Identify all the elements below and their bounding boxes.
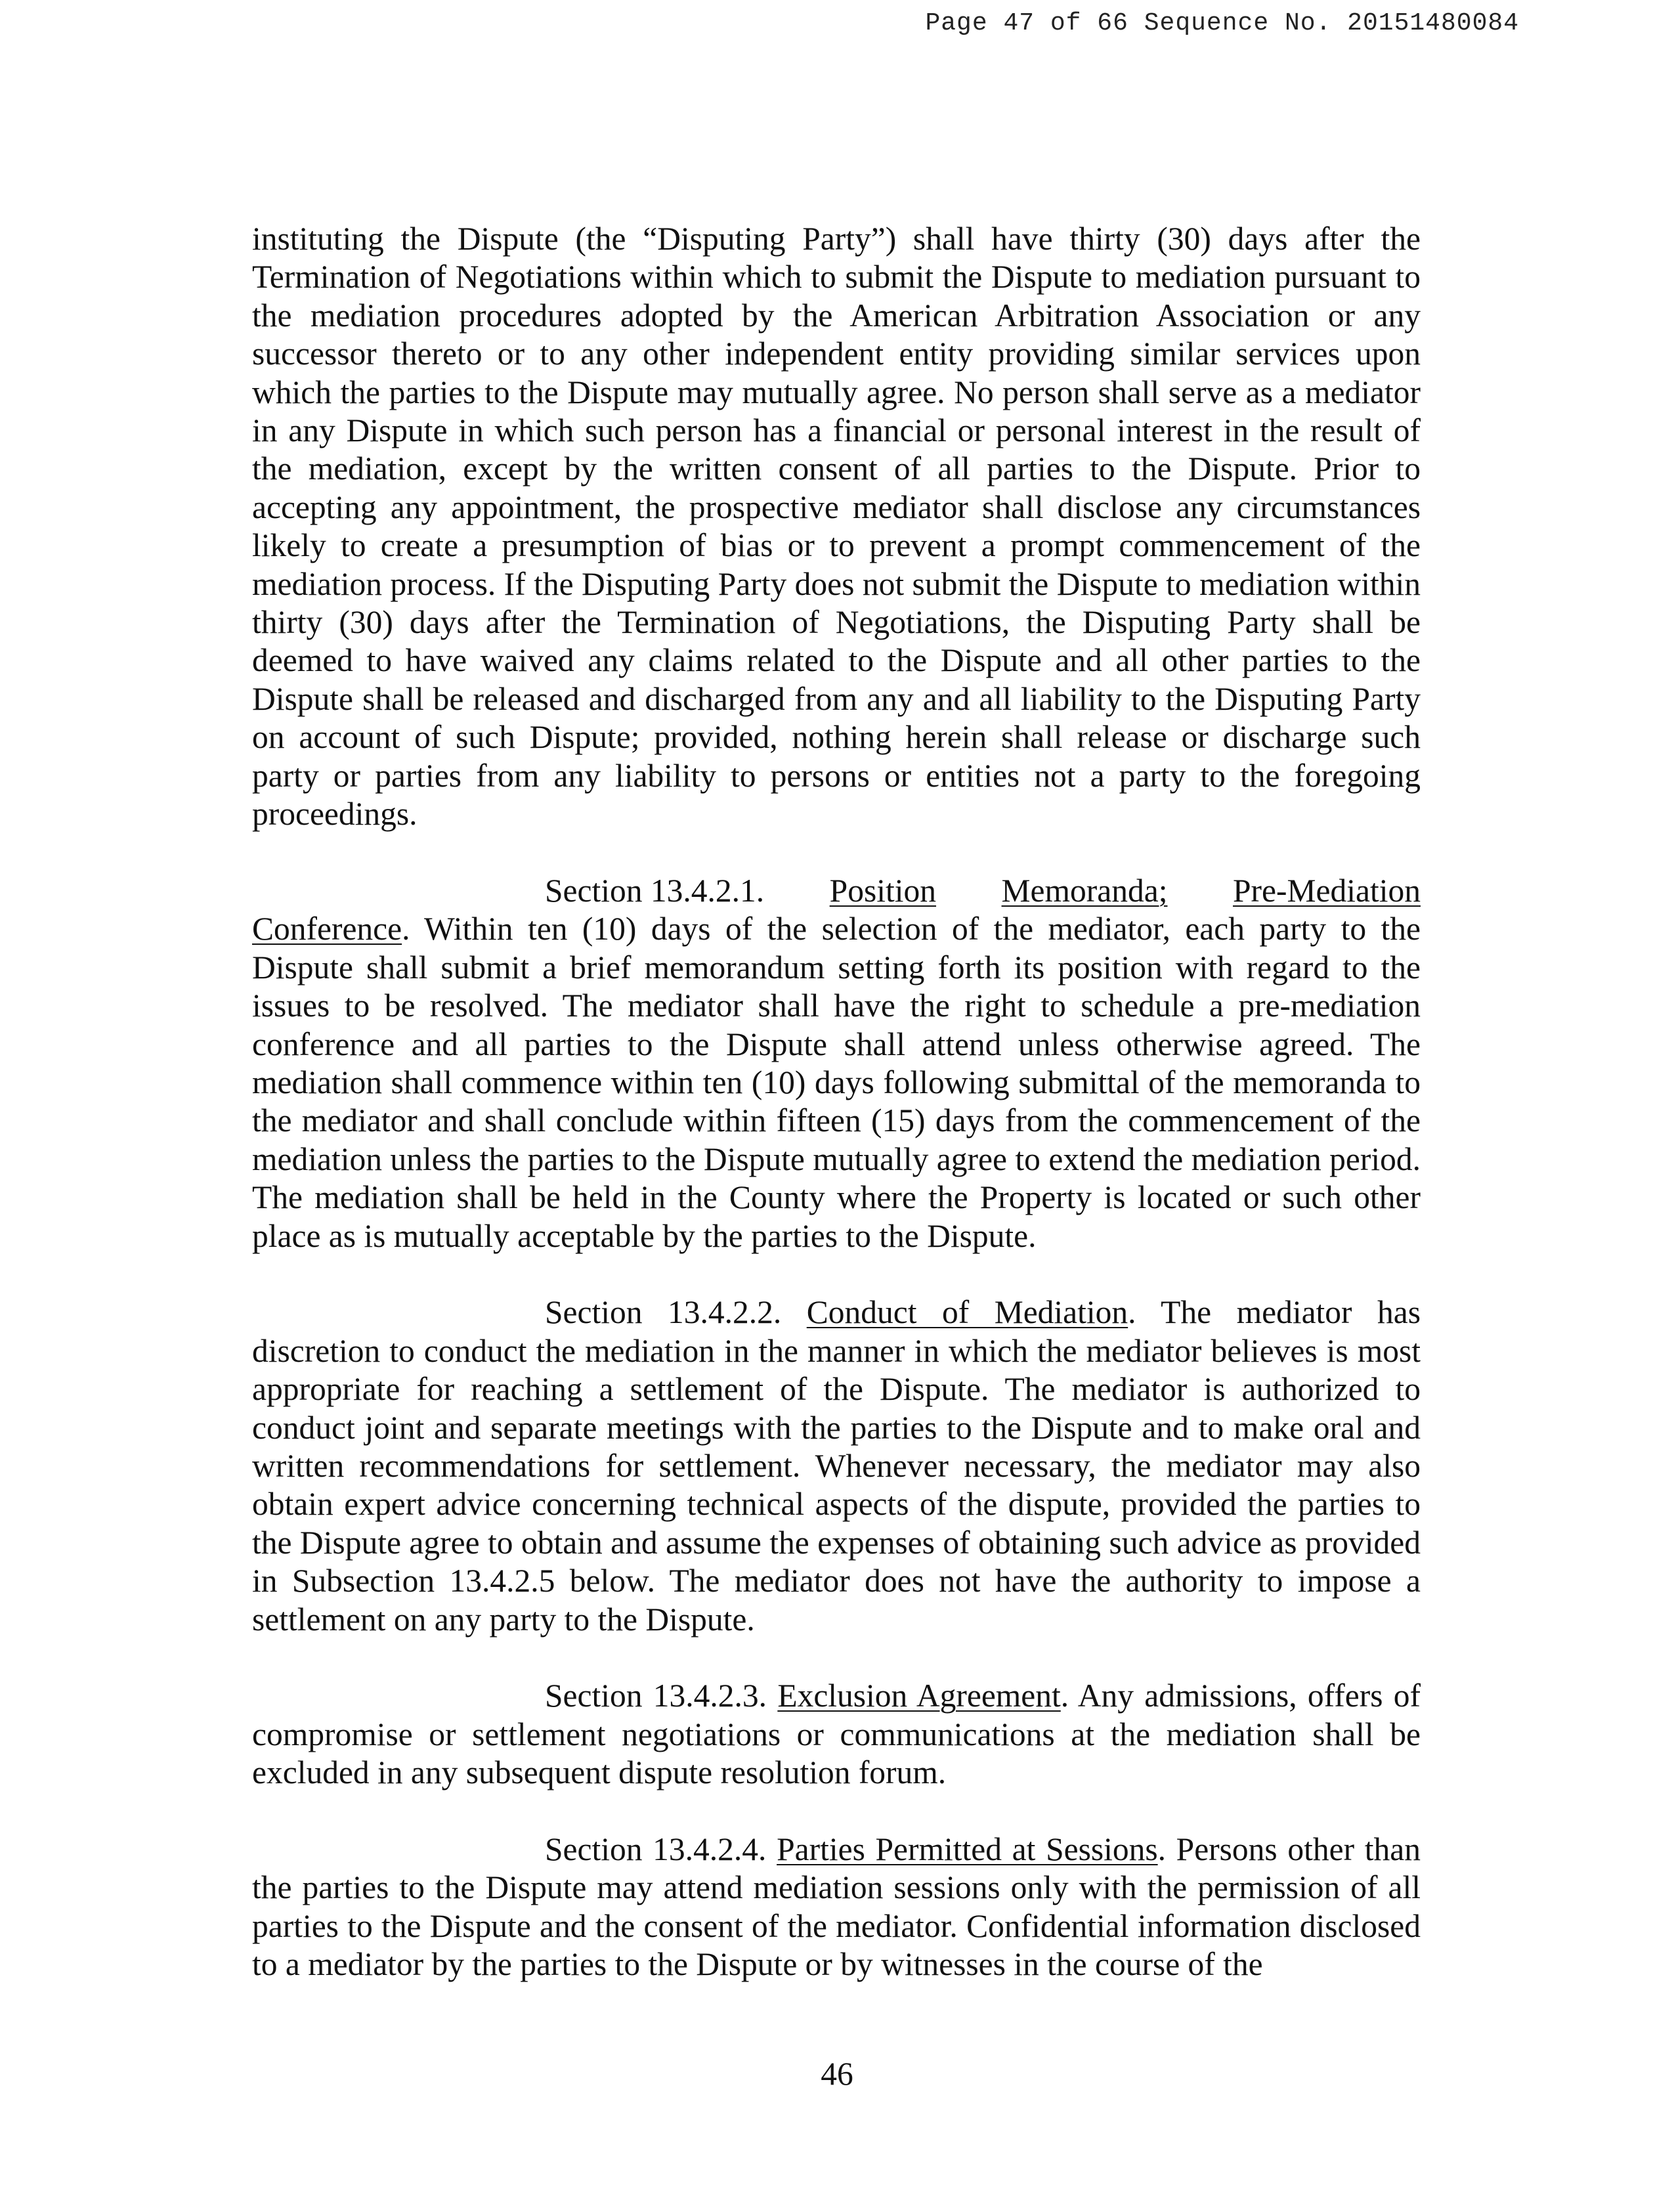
section-title-part: Position: [829, 872, 936, 909]
section-title-part: Conference: [252, 911, 402, 947]
section-13-4-2-1: [252, 872, 1421, 1255]
section-13-4-2-1-heading-line: [252, 872, 1421, 910]
section-title: Parties Permitted at Sessions: [777, 1831, 1158, 1867]
section-number: Section 13.4.2.1.: [545, 872, 765, 909]
section-body: . The mediator has discretion to conduct the mediation in the manner in which the mediator believes is most appropriate for reaching a settlement of the Dispute. The mediator is authorized to conduct joint and separate meetings with the parties to the Dispute and to make oral and written recommendations for settlement. Whenever necessary, the mediator may also obtain expert advice concerning technical aspects of the dispute, provided the parties to the Dispute agree to obtain and assume the expenses of obtaining such advice as provided in Subsection 13.4.2.5 below. The mediator does not have the authority to impose a settlement on any party to the Dispute.: [252, 1294, 1421, 1637]
section-title: Conduct of Mediation: [806, 1294, 1128, 1331]
section-13-4-2-4: [252, 1831, 1421, 1984]
section-title-part: Pre-Mediation: [1233, 872, 1421, 909]
section-number: Section 13.4.2.4.: [545, 1831, 767, 1867]
page-number: 46: [821, 2056, 853, 2092]
section-body: . Any admissions, offers of compromise or settlement negotiations or communications at the mediation shall be excluded in any subsequent dispute resolution forum.: [252, 1678, 1421, 1791]
page-sequence-header: Page 47 of 66 Sequence No. 20151480084: [925, 9, 1519, 37]
section-13-4-2-3: [252, 1677, 1421, 1792]
section-13-4-2-2: [252, 1293, 1421, 1639]
section-title: Exclusion Agreement: [777, 1678, 1061, 1714]
section-title-part: Memoranda;: [1001, 872, 1168, 909]
section-number: Section 13.4.2.3.: [545, 1678, 767, 1714]
section-body: . Persons other than the parties to the Dispute may attend mediation sessions only with the permission of all parties to the Dispute and the consent of the mediator. Confidential information disclosed to a mediator by the parties to the Dispute or by witnesses in the course of the: [252, 1831, 1421, 1983]
document-body: [252, 220, 1421, 2022]
section-body: . Within ten (10) days of the selection of the mediator, each party to the Dispute shall submit a brief memorandum setting forth its position with regard to the issues to be resolved. The mediator shall have the right to schedule a pre-mediation conference and all parties to the Dispute shall attend unless otherwise agreed. The mediation shall commence within ten (10) days following submittal of the memoranda to the mediator and shall conclude within fifteen (15) days from the commencement of the mediation unless the parties to the Dispute mutually agree to extend the mediation period. The mediation shall be held in the County where the Property is located or such other place as is mutually acceptable by the parties to the Dispute.: [252, 911, 1421, 1254]
intro-paragraph: instituting the Dispute (the “Disputing Party”) shall have thirty (30) days after the Termination of Negotiations within which to submit the Dispute to mediation pursuant to the mediation procedures adopted by the American Arbitration Association or any successor thereto or to any other independent entity providing similar services upon which the parties to the Dispute may mutually agree. No person shall serve as a mediator in any Dispute in which such person has a financial or personal interest in the result of the mediation, except by the written consent of all parties to the Dispute. Prior to accepting any appointment, the prospective mediator shall disclose any circumstances likely to create a presumption of bias or to prevent a prompt commencement of the mediation process. If the Disputing Party does not submit the Dispute to mediation within thirty (30) days after the Termination of Negotiations, the Disputing Party shall be deemed to have waived any claims related to the Dispute and all other parties to the Dispute shall be released and discharged from any and all liability to the Disputing Party on account of such Dispute; provided, nothing herein shall release or discharge such party or parties from any liability to persons or entities not a party to the foregoing proceedings.: [252, 221, 1421, 833]
section-number: Section 13.4.2.2.: [545, 1294, 782, 1331]
